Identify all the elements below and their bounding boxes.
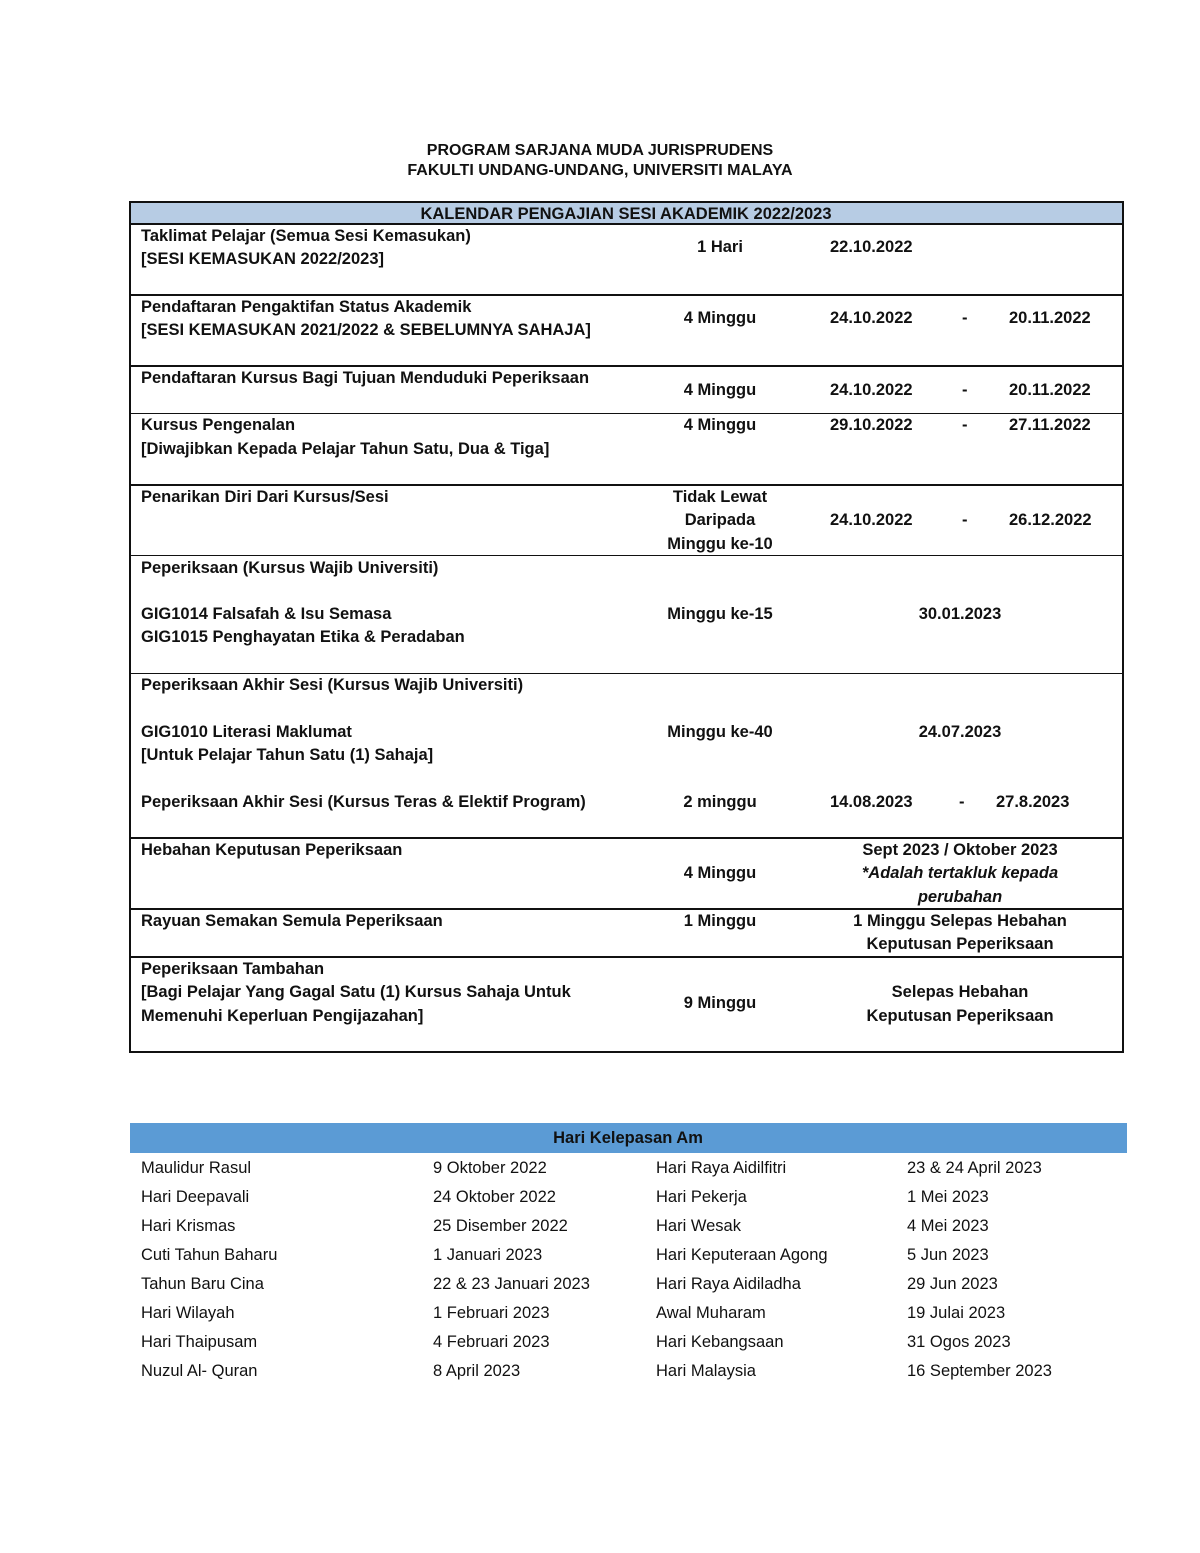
row2-label: Pendaftaran Pengaktifan Status Akademik	[141, 298, 472, 316]
row7-date: 24.07.2023	[918, 723, 1002, 741]
row3-duration: 4 Minggu	[683, 381, 757, 399]
holiday-name: Cuti Tahun Baharu	[141, 1246, 278, 1264]
row7-dash: -	[959, 793, 965, 811]
row7-final-exam-label: Peperiksaan Akhir Sesi (Kursus Teras & Elektif Program)	[141, 793, 586, 811]
holiday-date: 24 Oktober 2022	[433, 1188, 556, 1206]
row4-start-date: 29.10.2022	[830, 416, 913, 434]
row3-end-date: 20.11.2022	[1009, 381, 1091, 399]
holiday-date: 25 Disember 2022	[433, 1217, 568, 1235]
row5-duration-line1: Tidak Lewat	[672, 488, 768, 506]
holiday-date: 31 Ogos 2023	[907, 1333, 1011, 1351]
row4-label: Kursus Pengenalan	[141, 416, 296, 434]
row1-start-date: 22.10.2022	[830, 238, 913, 256]
row3-dash: -	[962, 381, 968, 399]
calendar-title: KALENDAR PENGAJIAN SESI AKADEMIK 2022/2023	[420, 205, 832, 223]
row5-end-date: 26.12.2022	[1009, 511, 1092, 529]
holiday-name: Hari Raya Aidiladha	[656, 1275, 801, 1293]
row7-final-exam-start: 14.08.2023	[830, 793, 913, 811]
row6-course1: GIG1014 Falsafah & Isu Semasa	[141, 605, 392, 623]
holiday-name: Hari Malaysia	[656, 1362, 756, 1380]
holiday-date: 29 Jun 2023	[907, 1275, 998, 1293]
holiday-name: Hari Deepavali	[141, 1188, 250, 1206]
holiday-name: Maulidur Rasul	[141, 1159, 252, 1177]
row5-dash: -	[962, 511, 968, 529]
holiday-name: Hari Wilayah	[141, 1304, 235, 1322]
row2-dash: -	[962, 309, 968, 327]
holiday-name: Hari Kebangsaan	[656, 1333, 784, 1351]
row-divider	[129, 908, 1124, 910]
holiday-date: 9 Oktober 2022	[433, 1159, 547, 1177]
holiday-date: 4 Februari 2023	[433, 1333, 550, 1351]
holiday-date: 19 Julai 2023	[907, 1304, 1006, 1322]
row3-label: Pendaftaran Kursus Bagi Tujuan Menduduki Peperiksaan	[141, 369, 590, 387]
row-divider	[129, 484, 1124, 486]
row6-date: 30.01.2023	[918, 605, 1002, 623]
row7-label: Peperiksaan Akhir Sesi (Kursus Wajib Universiti)	[141, 676, 524, 694]
holiday-date: 16 September 2023	[907, 1362, 1052, 1380]
row4-sublabel: [Diwajibkan Kepada Pelajar Tahun Satu, Dua & Tiga]	[141, 440, 550, 458]
row9-note1: 1 Minggu Selepas Hebahan	[853, 912, 1067, 930]
row3-start-date: 24.10.2022	[830, 381, 913, 399]
holiday-name: Hari Keputeraan Agong	[656, 1246, 828, 1264]
holiday-name: Awal Muharam	[656, 1304, 766, 1322]
row6-duration: Minggu ke-15	[667, 605, 773, 623]
row2-start-date: 24.10.2022	[830, 309, 913, 327]
holiday-date: 8 April 2023	[433, 1362, 521, 1380]
holiday-name: Hari Krismas	[141, 1217, 236, 1235]
row5-duration-line2: Daripada	[684, 511, 756, 529]
holiday-date: 23 & 24 April 2023	[907, 1159, 1042, 1177]
row1-duration: 1 Hari	[697, 238, 743, 256]
row-divider	[129, 837, 1124, 839]
holiday-date: 1 Januari 2023	[433, 1246, 543, 1264]
row10-note1: Selepas Hebahan	[891, 983, 1029, 1001]
row5-duration-line3: Minggu ke-10	[667, 535, 773, 553]
row10-sublabel1: [Bagi Pelajar Yang Gagal Satu (1) Kursus Sahaja Untuk	[141, 983, 571, 1001]
row7-course: GIG1010 Literasi Maklumat	[141, 723, 352, 741]
row10-label: Peperiksaan Tambahan	[141, 960, 325, 978]
row7-final-exam-duration: 2 minggu	[683, 793, 757, 811]
row-divider	[129, 294, 1124, 296]
holiday-date: 22 & 23 Januari 2023	[433, 1275, 590, 1293]
row8-note2: *Adalah tertakluk kepada	[861, 864, 1059, 882]
row6-label: Peperiksaan (Kursus Wajib Universiti)	[141, 559, 439, 577]
holiday-name: Nuzul Al- Quran	[141, 1362, 258, 1380]
row2-duration: 4 Minggu	[683, 309, 757, 327]
row9-duration: 1 Minggu	[683, 912, 757, 930]
row7-final-exam-end: 27.8.2023	[996, 793, 1070, 811]
row10-duration: 9 Minggu	[683, 994, 757, 1012]
holiday-name: Tahun Baru Cina	[141, 1275, 264, 1293]
row-divider	[129, 365, 1124, 367]
row8-duration: 4 Minggu	[683, 864, 757, 882]
row1-label: Taklimat Pelajar (Semua Sesi Kemasukan)	[141, 227, 471, 245]
row9-note2: Keputusan Peperiksaan	[866, 935, 1054, 953]
row7-sublabel: [Untuk Pelajar Tahun Satu (1) Sahaja]	[141, 746, 434, 764]
row2-sublabel: [SESI KEMASUKAN 2021/2022 & SEBELUMNYA SAHAJA]	[141, 321, 591, 339]
holiday-name: Hari Pekerja	[656, 1188, 747, 1206]
row-divider	[129, 956, 1124, 958]
row9-label: Rayuan Semakan Semula Peperiksaan	[141, 912, 443, 930]
holiday-date: 5 Jun 2023	[907, 1246, 989, 1264]
row5-label: Penarikan Diri Dari Kursus/Sesi	[141, 488, 389, 506]
row2-end-date: 20.11.2022	[1009, 309, 1091, 327]
row-divider	[129, 555, 1124, 556]
page-subtitle: FAKULTI UNDANG-UNDANG, UNIVERSITI MALAYA	[407, 162, 793, 179]
row8-note3: perubahan	[917, 888, 1003, 906]
row4-duration: 4 Minggu	[683, 416, 757, 434]
holiday-date: 1 Mei 2023	[907, 1188, 989, 1206]
row6-course2: GIG1015 Penghayatan Etika & Peradaban	[141, 628, 465, 646]
row8-label: Hebahan Keputusan Peperiksaan	[141, 841, 403, 859]
row8-note1: Sept 2023 / Oktober 2023	[862, 841, 1058, 859]
row7-duration: Minggu ke-40	[667, 723, 773, 741]
row10-sublabel2: Memenuhi Keperluan Pengijazahan]	[141, 1007, 424, 1025]
holidays-title: Hari Kelepasan Am	[553, 1129, 703, 1147]
holiday-name: Hari Thaipusam	[141, 1333, 258, 1351]
row4-end-date: 27.11.2022	[1009, 416, 1091, 434]
row4-dash: -	[962, 416, 968, 434]
row10-note2: Keputusan Peperiksaan	[866, 1007, 1054, 1025]
holiday-name: Hari Wesak	[656, 1217, 741, 1235]
row5-start-date: 24.10.2022	[830, 511, 913, 529]
row-divider	[129, 673, 1124, 674]
page-title: PROGRAM SARJANA MUDA JURISPRUDENS	[426, 142, 774, 159]
holiday-date: 1 Februari 2023	[433, 1304, 550, 1322]
holiday-date: 4 Mei 2023	[907, 1217, 989, 1235]
row1-sublabel: [SESI KEMASUKAN 2022/2023]	[141, 250, 385, 268]
row-divider	[129, 413, 1124, 414]
holiday-name: Hari Raya Aidilfitri	[656, 1159, 787, 1177]
